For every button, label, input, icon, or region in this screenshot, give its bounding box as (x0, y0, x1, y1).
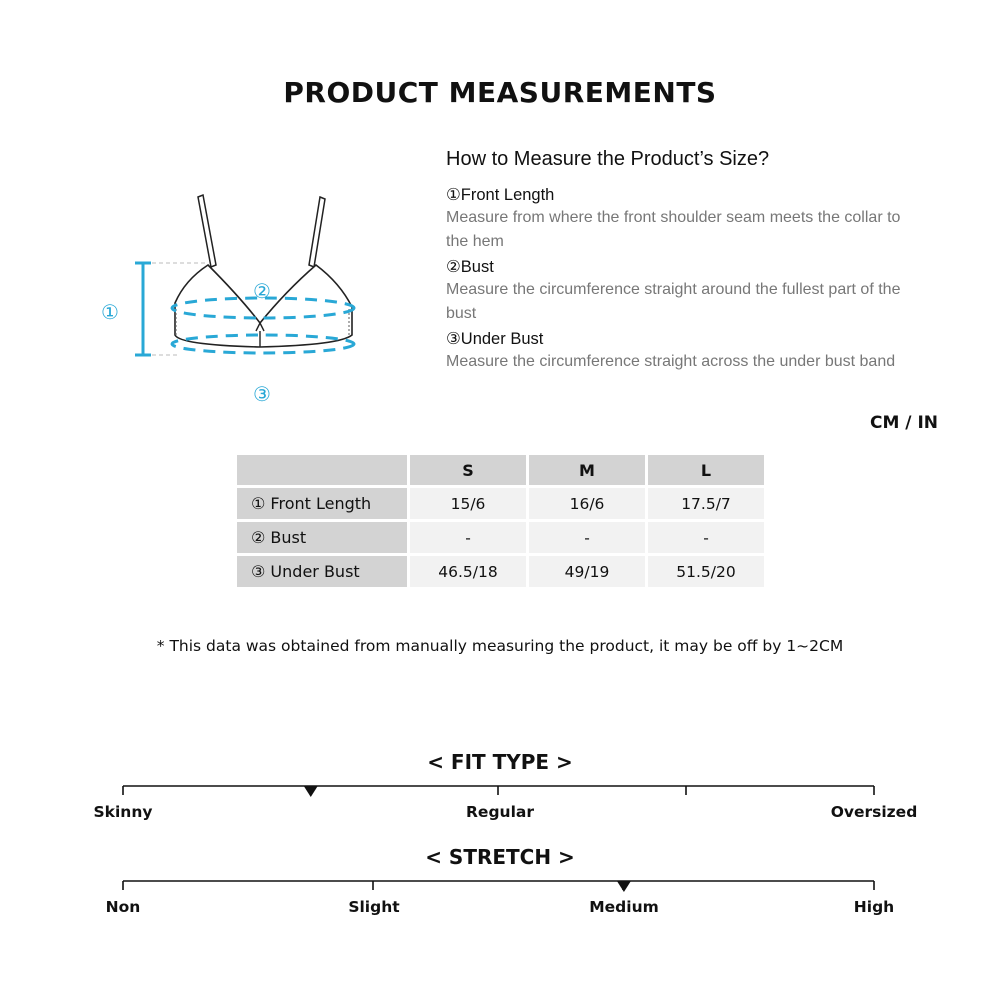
cell-under-bust-s: 46.5/18 (410, 556, 526, 587)
fit-label-oversized: Oversized (830, 803, 918, 821)
fit-label-skinny: Skinny (93, 803, 153, 821)
page-title: PRODUCT MEASUREMENTS (283, 76, 717, 109)
howto-heading: How to Measure the Product’s Size? (446, 148, 770, 170)
column-header-m: M (529, 455, 645, 485)
stretch-label-slight: Slight (348, 898, 400, 916)
cell-front-length-l: 17.5/7 (648, 488, 764, 519)
right-strap (309, 197, 325, 267)
cell-bust-m: - (529, 522, 645, 553)
column-header-l: L (648, 455, 764, 485)
column-header-s: S (410, 455, 526, 485)
under-bust-desc: Measure the circumference straight across the under bust band (446, 353, 896, 370)
cell-front-length-m: 16/6 (529, 488, 645, 519)
front-length-title: ①Front Length (446, 186, 555, 204)
fit-type-scale (0, 780, 1000, 804)
fit-label-regular: Regular (466, 803, 534, 821)
stretch-title: < STRETCH > (425, 845, 575, 869)
stretch-pointer (617, 881, 631, 892)
cell-under-bust-m: 49/19 (529, 556, 645, 587)
cell-bust-s: - (410, 522, 526, 553)
row-label-bust: ② Bust (237, 522, 407, 553)
bra-body (175, 265, 352, 347)
table-header-row (237, 455, 764, 485)
bust-desc: Measure the circumference straight around the fullest part of the bust (446, 281, 901, 322)
front-length-desc: Measure from where the front shoulder seam meets the collar to the hem (446, 209, 901, 250)
bust-title: ②Bust (446, 258, 494, 276)
size-table (234, 452, 767, 590)
fit-type-pointer (304, 786, 318, 797)
unit-label: CM / IN (870, 413, 938, 433)
row-label-front-length: ① Front Length (237, 488, 407, 519)
marker-bust: ② (253, 279, 271, 303)
fit-type-title: < FIT TYPE > (427, 750, 573, 774)
under-bust-title: ③Under Bust (446, 330, 544, 348)
stretch-scale (0, 875, 1000, 899)
stretch-label-non: Non (105, 898, 141, 916)
left-strap (198, 195, 216, 267)
cell-under-bust-l: 51.5/20 (648, 556, 764, 587)
stretch-label-high: High (853, 898, 895, 916)
measurement-note: * This data was obtained from manually measuring the product, it may be off by 1~2CM (156, 637, 844, 655)
table-row (237, 522, 764, 553)
marker-under-bust: ③ (253, 382, 271, 406)
table-row (237, 556, 764, 587)
cell-front-length-s: 15/6 (410, 488, 526, 519)
bra-measurement-diagram (90, 185, 390, 415)
row-label-under-bust: ③ Under Bust (237, 556, 407, 587)
table-row (237, 488, 764, 519)
table-corner-cell (237, 455, 407, 485)
cell-bust-l: - (648, 522, 764, 553)
stretch-label-medium: Medium (589, 898, 659, 916)
marker-front-length: ① (101, 300, 119, 324)
